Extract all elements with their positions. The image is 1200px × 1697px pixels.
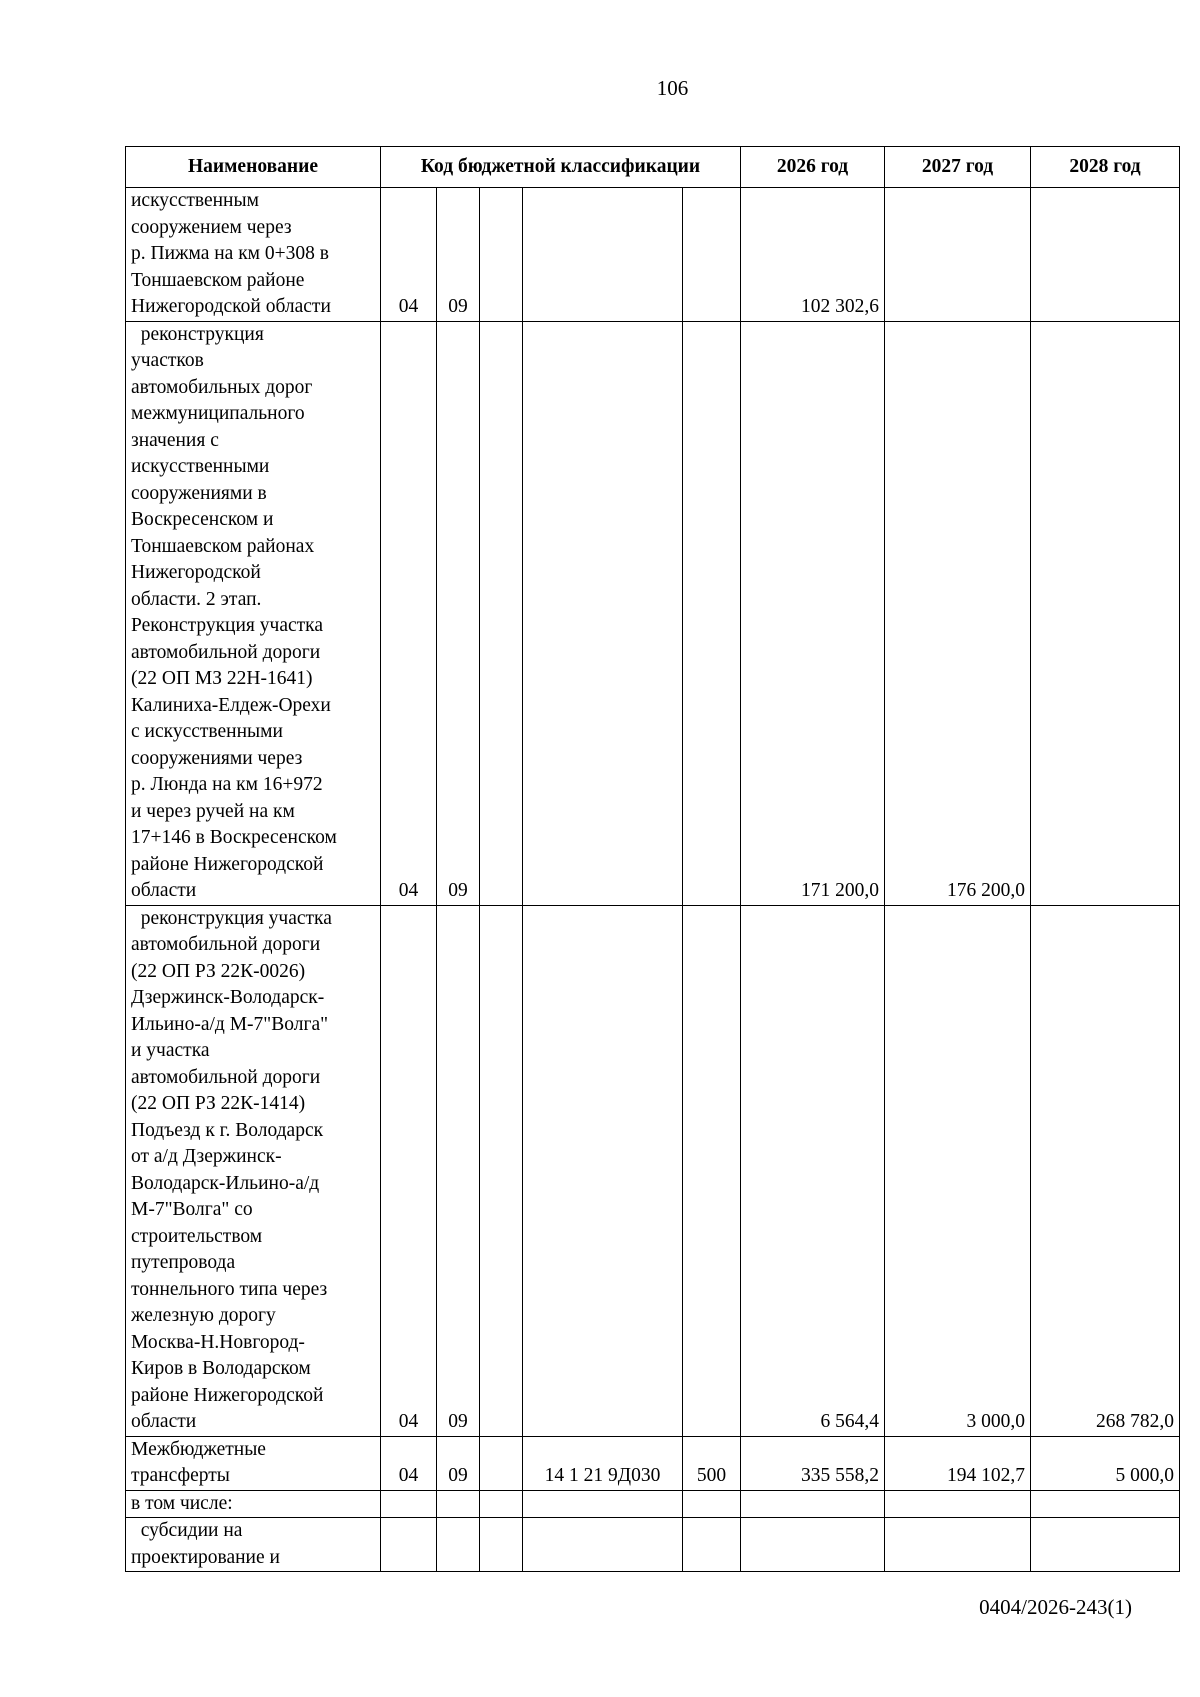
name-line: Нижегородской: [131, 562, 261, 583]
cell-section: [381, 1518, 437, 1572]
name-line: Дзержинск-Володарск-: [131, 987, 325, 1008]
name-line: значения с: [131, 429, 219, 451]
cell-2027: 3 000,0: [885, 905, 1031, 1436]
header-row: [126, 147, 1180, 188]
name-line: железную дорогу: [131, 1305, 276, 1326]
cell-subsection: 09: [437, 905, 480, 1436]
cell-2027: 176 200,0: [885, 321, 1031, 905]
name-line: тоннельного типа через: [131, 1278, 328, 1300]
table-row: [126, 1436, 1180, 1490]
cell-name: [126, 1490, 381, 1518]
name-line: (22 ОП РЗ 22К-1414): [131, 1093, 306, 1114]
cell-empty: [480, 905, 523, 1436]
name-line: в том числе:: [131, 1492, 233, 1514]
name-line: и через ручей на км: [131, 800, 295, 822]
cell-empty: [480, 321, 523, 905]
cell-2026: 6 564,4: [741, 905, 885, 1436]
name-line: области. 2 этап.: [131, 588, 262, 610]
name-line: районе Нижегородской: [131, 853, 324, 875]
page-number: 106: [656, 76, 689, 100]
cell-2028: [1031, 188, 1180, 322]
cell-section: 04: [381, 188, 437, 322]
cell-2027: [885, 1490, 1031, 1518]
cell-2027: [885, 1518, 1031, 1572]
name-line: (22 ОП МЗ 22Н-1641): [131, 668, 313, 689]
cell-2026: [741, 1490, 885, 1518]
budget-table: [125, 146, 1180, 1572]
header-2028: 2028 год: [1031, 147, 1180, 188]
name-line: участков: [131, 350, 204, 371]
name-line: районе Нижегородской: [131, 1384, 324, 1406]
cell-section: 04: [381, 321, 437, 905]
cell-2026: 102 302,6: [741, 188, 885, 322]
cell-target-article: [523, 321, 683, 905]
name-line: межмуниципального: [131, 403, 305, 424]
name-line: и участка: [131, 1040, 210, 1061]
cell-2028: [1031, 1518, 1180, 1572]
cell-empty: [480, 1518, 523, 1572]
cell-2027: [885, 188, 1031, 322]
table-row: [126, 1518, 1180, 1572]
table-row: [126, 188, 1180, 322]
cell-subsection: 09: [437, 1436, 480, 1490]
name-line: р. Пижма на км 0+308 в: [131, 243, 329, 264]
cell-target-article: [523, 1490, 683, 1518]
name-line: сооружением через: [131, 216, 292, 238]
name-line: области: [131, 880, 197, 901]
name-line: Воскресенском и: [131, 509, 274, 530]
cell-2027: 194 102,7: [885, 1436, 1031, 1490]
cell-target-article: [523, 905, 683, 1436]
name-line: субсидии на: [131, 1520, 243, 1541]
cell-target-article: [523, 188, 683, 322]
name-line: путепровода: [131, 1252, 236, 1273]
name-line: 17+146 в Воскресенском: [131, 827, 337, 848]
cell-name: [126, 905, 381, 1436]
name-line: Тоншаевском районах: [131, 535, 315, 557]
cell-2028: [1031, 321, 1180, 905]
name-line: Володарск-Ильино-а/д: [131, 1172, 320, 1194]
name-line: Москва-Н.Новгород-: [131, 1331, 305, 1353]
name-line: автомобильных дорог: [131, 376, 313, 398]
cell-expense-type: [683, 1490, 741, 1518]
table-row: [126, 1490, 1180, 1518]
name-line: Нижегородской области: [131, 296, 331, 317]
name-line: от а/д Дзержинск-: [131, 1146, 282, 1167]
name-line: Подъезд к г. Володарск: [131, 1119, 324, 1141]
cell-2028: 268 782,0: [1031, 905, 1180, 1436]
name-line: Калиниха-Елдеж-Орехи: [131, 694, 331, 716]
cell-expense-type: [683, 1518, 741, 1572]
cell-empty: [480, 188, 523, 322]
cell-section: 04: [381, 1436, 437, 1490]
cell-expense-type: [683, 188, 741, 322]
cell-section: 04: [381, 905, 437, 1436]
cell-2028: 5 000,0: [1031, 1436, 1180, 1490]
name-line: сооружениями через: [131, 747, 303, 769]
cell-expense-type: [683, 905, 741, 1436]
header-2027: 2027 год: [885, 147, 1031, 188]
name-line: Тоншаевском районе: [131, 269, 305, 291]
name-line: (22 ОП РЗ 22К-0026): [131, 960, 306, 982]
cell-section: [381, 1490, 437, 1518]
cell-2026: 335 558,2: [741, 1436, 885, 1490]
cell-2026: [741, 1518, 885, 1572]
table-body: [126, 188, 1180, 1572]
table-row: [126, 321, 1180, 905]
name-line: реконструкция: [131, 323, 264, 345]
name-line: трансферты: [131, 1465, 230, 1486]
name-line: искусственным: [131, 190, 259, 211]
name-line: М-7"Волга" со: [131, 1199, 253, 1220]
name-line: строительством: [131, 1225, 263, 1247]
name-line: Реконструкция участка: [131, 615, 323, 636]
name-line: р. Люнда на км 16+972: [131, 774, 323, 795]
header-name: Наименование: [126, 147, 381, 188]
cell-subsection: [437, 1490, 480, 1518]
cell-subsection: 09: [437, 321, 480, 905]
cell-2026: 171 200,0: [741, 321, 885, 905]
cell-2028: [1031, 1490, 1180, 1518]
cell-name: [126, 321, 381, 905]
cell-target-article: 14 1 21 9Д030: [523, 1436, 683, 1490]
name-line: реконструкция участка: [131, 907, 332, 929]
name-line: Ильино-а/д М-7"Волга": [131, 1013, 329, 1035]
name-line: области: [131, 1411, 197, 1432]
cell-name: [126, 188, 381, 322]
name-line: сооружениями в: [131, 482, 267, 504]
table-row: [126, 905, 1180, 1436]
cell-empty: [480, 1436, 523, 1490]
cell-subsection: 09: [437, 188, 480, 322]
cell-target-article: [523, 1518, 683, 1572]
name-line: с искусственными: [131, 721, 283, 742]
document-code: 0404/2026-243(1): [979, 1595, 1132, 1619]
name-line: искусственными: [131, 456, 270, 477]
name-line: Киров в Володарском: [131, 1358, 311, 1379]
header-code: Код бюджетной классификации: [381, 147, 741, 188]
cell-name: [126, 1518, 381, 1572]
header-2026: 2026 год: [741, 147, 885, 188]
name-line: автомобильной дороги: [131, 1066, 321, 1088]
name-line: автомобильной дороги: [131, 934, 321, 955]
cell-expense-type: [683, 321, 741, 905]
cell-subsection: [437, 1518, 480, 1572]
cell-expense-type: 500: [683, 1436, 741, 1490]
name-line: проектирование и: [131, 1546, 280, 1568]
cell-empty: [480, 1490, 523, 1518]
cell-name: [126, 1436, 381, 1490]
name-line: автомобильной дороги: [131, 641, 321, 663]
name-line: Межбюджетные: [131, 1438, 266, 1460]
